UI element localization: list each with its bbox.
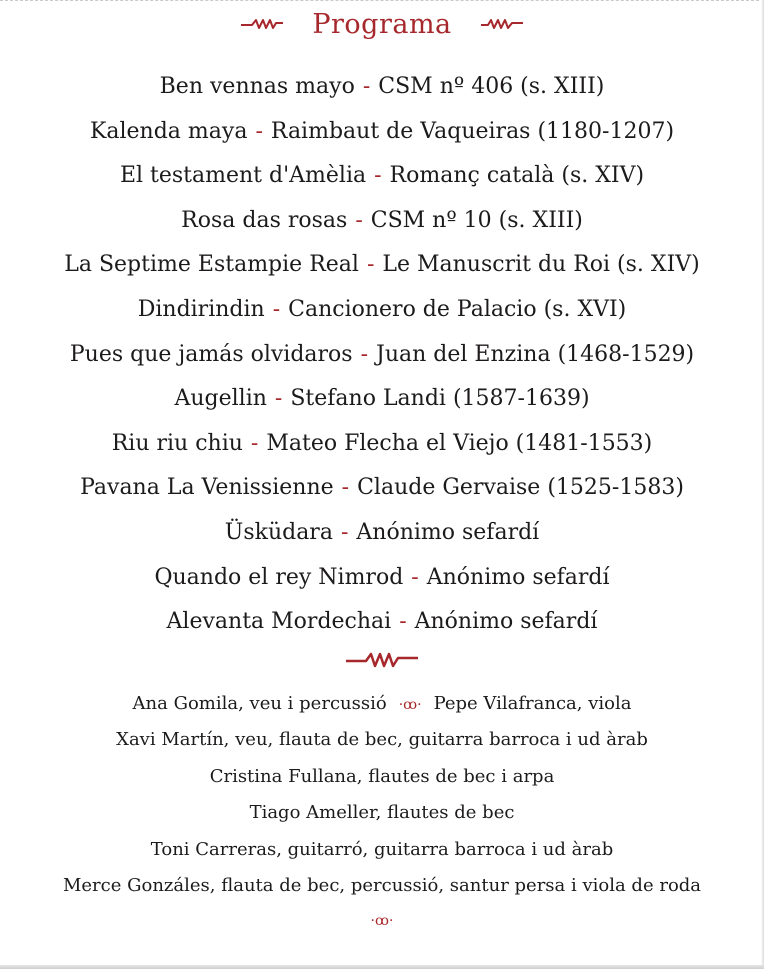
piece-source: Stefano Landi (1587-1639) xyxy=(290,386,590,412)
separator: - xyxy=(255,118,263,144)
knot-ornament-icon: ·ꝏ· xyxy=(398,697,422,713)
performer-line xyxy=(0,868,764,904)
piece-source: CSM nº 406 (s. XIII) xyxy=(378,74,605,99)
performer-line xyxy=(0,832,764,868)
piece-source: Anónimo sefardí xyxy=(356,519,540,545)
left-flourish-icon xyxy=(240,17,284,31)
title-row xyxy=(0,4,764,44)
piece-source: Juan del Enzina (1468-1529) xyxy=(376,341,695,367)
separator: - xyxy=(250,430,259,456)
piece-title: Alevanta Mordechai xyxy=(166,609,392,635)
flourish-ornament-icon xyxy=(344,650,420,670)
performer-line xyxy=(0,759,764,795)
page-edge xyxy=(0,965,764,969)
performer-toni: Toni Carreras, guitarró, guitarra barroca i ud àrab xyxy=(150,838,614,860)
program-item xyxy=(0,199,764,244)
program-item xyxy=(0,65,764,110)
program-item xyxy=(0,511,764,556)
top-border xyxy=(0,0,764,1)
page-title: Programa xyxy=(312,8,452,40)
piece-source: Claude Gervaise (1525-1583) xyxy=(357,475,684,501)
program-item xyxy=(0,154,764,199)
program-item xyxy=(0,422,764,467)
program-item xyxy=(0,600,764,645)
separator: - xyxy=(355,207,363,233)
piece-source: Cancionero de Palacio (s. XVI) xyxy=(288,296,627,322)
performer-xavi: Xavi Martín, veu, flauta de bec, guitarra barroca i ud àrab xyxy=(116,729,648,751)
program-item xyxy=(0,110,764,155)
program-item xyxy=(0,377,764,422)
separator: - xyxy=(272,296,281,322)
piece-title: El testament d'Amèlia xyxy=(119,163,367,189)
piece-title: Dindirindin xyxy=(137,296,265,322)
performer-line xyxy=(0,795,764,831)
piece-source: Anónimo sefardí xyxy=(414,609,598,635)
piece-source: Anónimo sefardí xyxy=(426,564,610,590)
piece-title: La Septime Estampie Real xyxy=(64,252,359,278)
separator: - xyxy=(340,519,349,545)
separator: - xyxy=(399,609,407,635)
performer-merce: Merce Gonzáles, flauta de bec, percussió, santur persa i viola de roda xyxy=(62,874,702,896)
separator: - xyxy=(274,386,283,412)
knot-ornament-icon: ·ꝏ· xyxy=(370,913,394,929)
piece-title: Augellin xyxy=(174,386,267,412)
piece-title: Kalenda maya xyxy=(89,118,248,144)
separator: - xyxy=(366,252,375,278)
piece-source: Raimbaut de Vaqueiras (1180-1207) xyxy=(270,118,675,144)
program-list xyxy=(0,65,764,645)
performer-line xyxy=(0,686,764,722)
program-item xyxy=(0,288,764,333)
piece-title: Quando el rey Nimrod xyxy=(154,564,404,590)
performer-line xyxy=(0,722,764,758)
performers-list xyxy=(0,686,764,904)
section-divider xyxy=(0,650,764,670)
piece-title: Pues que jamás olvidaros xyxy=(69,341,353,367)
piece-title: Ben vennas mayo xyxy=(159,74,355,99)
piece-source: Le Manuscrit du Roi (s. XIV) xyxy=(382,252,700,278)
piece-source: Romanç català (s. XIV) xyxy=(389,163,645,189)
piece-source: CSM nº 10 (s. XIII) xyxy=(370,207,583,233)
piece-source: Mateo Flecha el Viejo (1481-1553) xyxy=(266,430,653,456)
separator: - xyxy=(360,341,369,367)
piece-title: Rosa das rosas xyxy=(181,207,348,233)
program-item xyxy=(0,556,764,601)
piece-title: Pavana La Venissienne xyxy=(80,475,334,501)
end-ornament xyxy=(0,913,764,929)
separator: - xyxy=(341,475,350,501)
right-flourish-icon xyxy=(480,17,524,31)
separator: - xyxy=(374,163,382,189)
performer-ana: Ana Gomila, veu i percussió xyxy=(132,693,387,714)
program-item xyxy=(0,466,764,511)
program-item xyxy=(0,333,764,378)
piece-title: Üsküdara xyxy=(224,519,333,545)
separator: - xyxy=(411,564,419,590)
performer-tiago: Tiago Ameller, flautes de bec xyxy=(249,802,515,824)
program-item xyxy=(0,243,764,288)
piece-title: Riu riu chiu xyxy=(111,430,243,456)
separator: - xyxy=(362,74,371,99)
performer-cristina: Cristina Fullana, flautes de bec i arpa xyxy=(209,765,555,787)
performer-pepe: Pepe Vilafranca, viola xyxy=(433,693,632,714)
